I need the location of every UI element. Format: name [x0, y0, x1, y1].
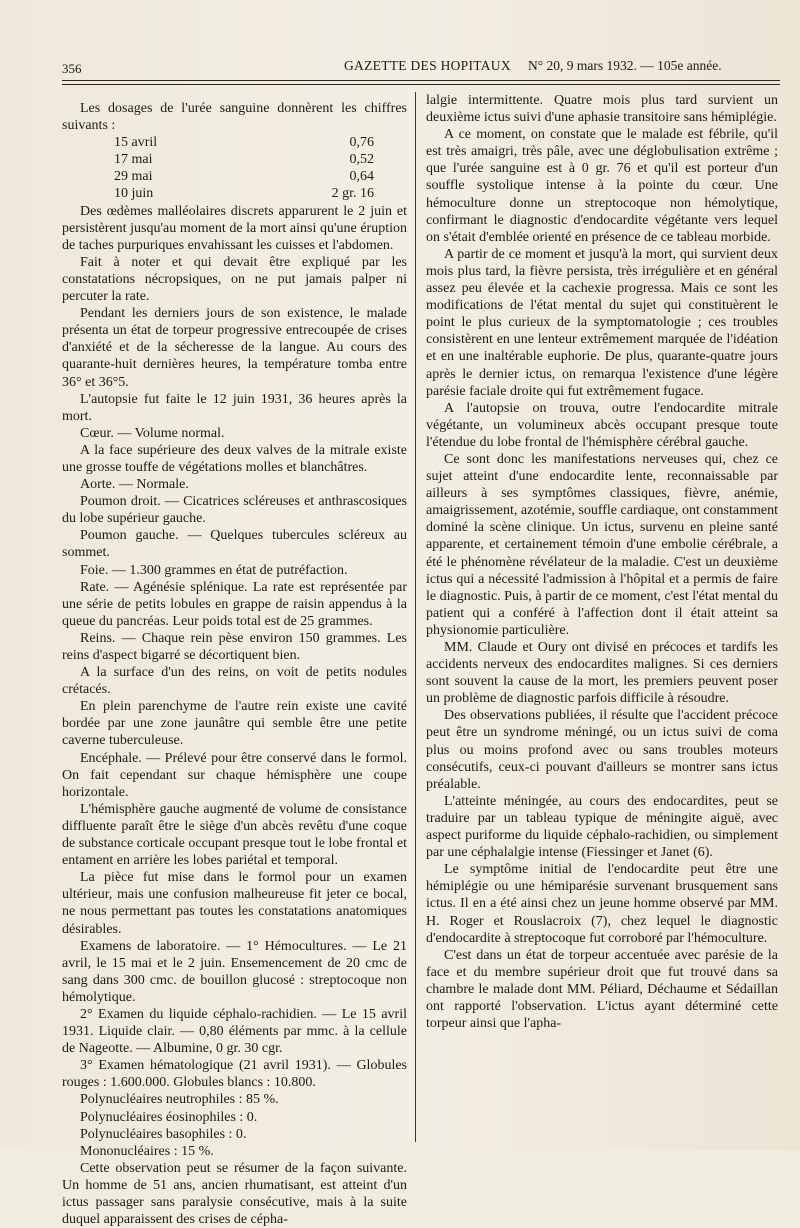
dose-date: 29 mai [114, 169, 153, 185]
paragraph: Poumon droit. — Cicatrices scléreuses et anthrascosiques du lobe supérieur gauche. [62, 494, 407, 527]
paragraph: Des œdèmes malléolaires discrets apparurent le 2 juin et persistèrent jusqu'au moment de la mort ainsi qu'une éruption de taches purpuriques envahissant les cuisses et l'abdomen. [62, 203, 407, 253]
header-rule [62, 80, 780, 81]
paragraph: Reins. — Chaque rein pèse environ 150 grammes. Les reins d'aspect bigarré se décortiquent bien. [62, 630, 407, 663]
paragraph: Cœur. — Volume normal. [80, 425, 225, 441]
dose-date: 10 juin [114, 186, 154, 202]
dose-row [114, 168, 374, 185]
dose-row [114, 134, 374, 151]
right-column [426, 92, 778, 1032]
paragraph: Examens de laboratoire. — 1° Hémocultures. — Le 21 avril, le 15 mai et le 2 juin. Ensemencement de 20 cmc de sang dans 300 cmc. de bouillon glucosé : streptocoque non hémolytique. [62, 938, 407, 1005]
column-divider [415, 92, 416, 1142]
left-column [62, 100, 407, 1228]
paragraph: L'atteinte méningée, au cours des endocardites, peut se traduire par un tableau typique de méningite aiguë, avec aspect puriforme du liquide céphalo-rachidien, ou simplement par une céphalalgie intense (Fiessinger et Janet (6). [426, 793, 778, 861]
paragraph: Aorte. — Normale. [80, 477, 189, 493]
page-number: 356 [62, 61, 82, 76]
dose-date: 17 mai [114, 152, 153, 168]
paragraph: Des observations publiées, il résulte que l'accident précoce peut être un syndrome méningé, ou un ictus suivi de coma plus ou moins profond avec ou sans troubles moteurs consécutifs, ceux-ci pouvant d'ailleurs se montrer sans ictus préalable. [426, 708, 778, 792]
paragraph: Cette observation peut se résumer de la façon suivante. Un homme de 51 ans, ancien rhumatisant, est atteint d'un ictus passager sans paralysie consécutive, mais à la suite duquel apparaissent des crises de cépha- [62, 1160, 407, 1228]
paragraph: Encéphale. — Prélevé pour être conservé dans le formol. On fait cependant sur chaque hémisphère une coupe horizontale. [62, 750, 407, 800]
paragraph: lalgie intermittente. Quatre mois plus tard survient un deuxième ictus suivi d'une aphasie transitoire sans hémiplégie. [426, 93, 778, 126]
paragraph: L'autopsie fut faite le 12 juin 1931, 36 heures après la mort. [62, 391, 407, 424]
paragraph: Mononucléaires : 15 %. [80, 1143, 214, 1159]
dose-row [114, 151, 374, 168]
paragraph: Pendant les derniers jours de son existence, le malade présenta un état de torpeur progressive entrecoupée de crises d'anxiété et de la sécheresse de la langue. Au cours des quarante-huit dernières heures, la température tomba entre 36° et 36°5. [62, 306, 407, 390]
paragraph: La pièce fut mise dans le formol pour un examen ultérieur, mais une confusion malheureuse fit jeter ce bocal, ne nous permettant pas toutes les constatations anatomiques désirables. [62, 870, 407, 937]
paragraph: A la surface d'un des reins, on voit de petits nodules crétacés. [62, 665, 407, 698]
dose-value: 0,64 [349, 169, 374, 185]
paragraph: Polynucléaires éosinophiles : 0. [80, 1109, 258, 1125]
paragraph: A ce moment, on constate que le malade est fébrile, qu'il est très amaigri, très pâle, avec une déglobulisation extrême ; que l'urée sanguine est à 0 gr. 76 et qu'il est porteur d'un souffle systolique intense à la pointe du cœur. Une hémoculture donne un streptocoque non hémolytique, confirmant le diagnostic d'endocardite végétante vers lequel on s'était d'emblée orienté en présence de ce tableau morbide. [426, 127, 778, 245]
paragraph: Poumon gauche. — Quelques tubercules scléreux au sommet. [62, 528, 407, 561]
dose-value: 2 gr. 16 [331, 186, 374, 202]
header-rule-thin [62, 84, 780, 85]
paragraph: A partir de ce moment et jusqu'à la mort, qui survient deux mois plus tard, la fièvre persista, très irrégulière et en général assez peu élevée et la cachexie progressa. Mais ce sont les modifications de l'état mental du sujet qui constituèrent le point le plus curieux de la symptomatologie ; ces troubles consistèrent en une lenteur extrêmement marquée de l'idéation et en une inaltérable euphorie. De plus, quarante-quatre jours après le dernier ictus, on remarqua l'existence d'une légère parésie faciale droite qui fut extrêmement fugace. [426, 246, 778, 399]
paragraph: L'hémisphère gauche augmenté de volume de consistance diffluente paraît être le siège d'un abcès revêtu d'une coque de substance corticale occupant presque tout le lobe frontal et entament en arrière les lobes pariétal et temporal. [62, 801, 407, 869]
paragraph: Les dosages de l'urée sanguine donnèrent les chiffres suivants : [62, 101, 407, 134]
paragraph: Polynucléaires neutrophiles : 85 %. [80, 1092, 279, 1108]
dose-date: 15 avril [114, 135, 158, 151]
page-header [62, 58, 782, 80]
paragraph: 2° Examen du liquide céphalo-rachidien. — Le 15 avril 1931. Liquide clair. — 0,80 éléments par mmc. à la cellule de Nageotte. — Albumine, 0 gr. 30 cgr. [62, 1006, 407, 1057]
dose-value: 0,52 [349, 152, 374, 168]
paragraph: Foie. — 1.300 grammes en état de putréfaction. [80, 562, 348, 578]
paragraph: Rate. — Agénésie splénique. La rate est représentée par une série de petits lobules en grappe de raisin appendus à la queue du pancréas. Leur poids total est de 25 grammes. [62, 579, 407, 629]
paragraph: A la face supérieure des deux valves de la mitrale existe une grosse touffe de végétations molles et blanchâtres. [62, 442, 407, 475]
dose-value: 0,76 [349, 135, 374, 151]
paragraph: A l'autopsie on trouva, outre l'endocardite mitrale végétante, un volumineux abcès occupant presque toute l'étendue du lobe frontal de l'hémisphère cérébral gauche. [426, 400, 778, 450]
paragraph: Fait à noter et qui devait être expliqué par les constatations nécropsiques, on ne put jamais palper ni percuter la rate. [62, 254, 407, 305]
paragraph: Polynucléaires basophiles : 0. [80, 1126, 247, 1142]
journal-title: GAZETTE DES HOPITAUX [344, 58, 511, 73]
paragraph: Le symptôme initial de l'endocardite peut être une hémiplégie ou une hémiparésie survenant brusquement sans ictus. Il en a été ainsi chez un jeune homme observé par MM. H. Roger et Rouslacroix (7), chez lequel le diagnostic d'endocardite à streptocoque fut corroboré par l'hémoculture. [426, 862, 778, 946]
paragraph: C'est dans un état de torpeur accentuée avec parésie de la face et du membre supérieur droit que fut trouvé dans sa chambre le malade dont MM. Péliard, Déchaume et Sédaillan ont rapporté l'observation. L'ictus ayant déterminé cette torpeur ainsi que l'apha- [426, 947, 778, 1032]
dose-row [114, 185, 374, 202]
paragraph: Ce sont donc les manifestations nerveuses qui, chez ce sujet atteint d'une endocardite lente, reconnaissable par ailleurs à ses symptômes classiques, fièvre, anémie, amaigrissement, azotémie, souffle cardiaque, ont constamment dominé la scène clinique. Un ictus, survenu en pleine santé apparente, et certainement témoin d'une embolie cérébrale, a été le phénomène révélateur de la maladie. C'est un deuxième ictus qui a nécessité l'admission à l'hôpital et a permis de faire le diagnostic. Puis, à partir de ce moment, c'est l'état mental du patient qui a conféré à l'affection dont il était atteint sa physionomie particulière. [426, 451, 778, 638]
paragraph: En plein parenchyme de l'autre rein existe une cavité bordée par une zone jaunâtre qui semble être une petite caverne tuberculeuse. [62, 699, 407, 749]
issue-info: N° 20, 9 mars 1932. — 105e année. [528, 58, 722, 73]
paragraph: 3° Examen hématologique (21 avril 1931). — Globules rouges : 1.600.000. Globules blancs : 10.800. [62, 1058, 407, 1091]
paragraph: MM. Claude et Oury ont divisé en précoces et tardifs les accidents nerveux des endocardites malignes. Si ces derniers sont souvent la cause de la mort, les premiers peuvent poser un problème de diagnostic parfois difficile à résoudre. [426, 640, 778, 707]
